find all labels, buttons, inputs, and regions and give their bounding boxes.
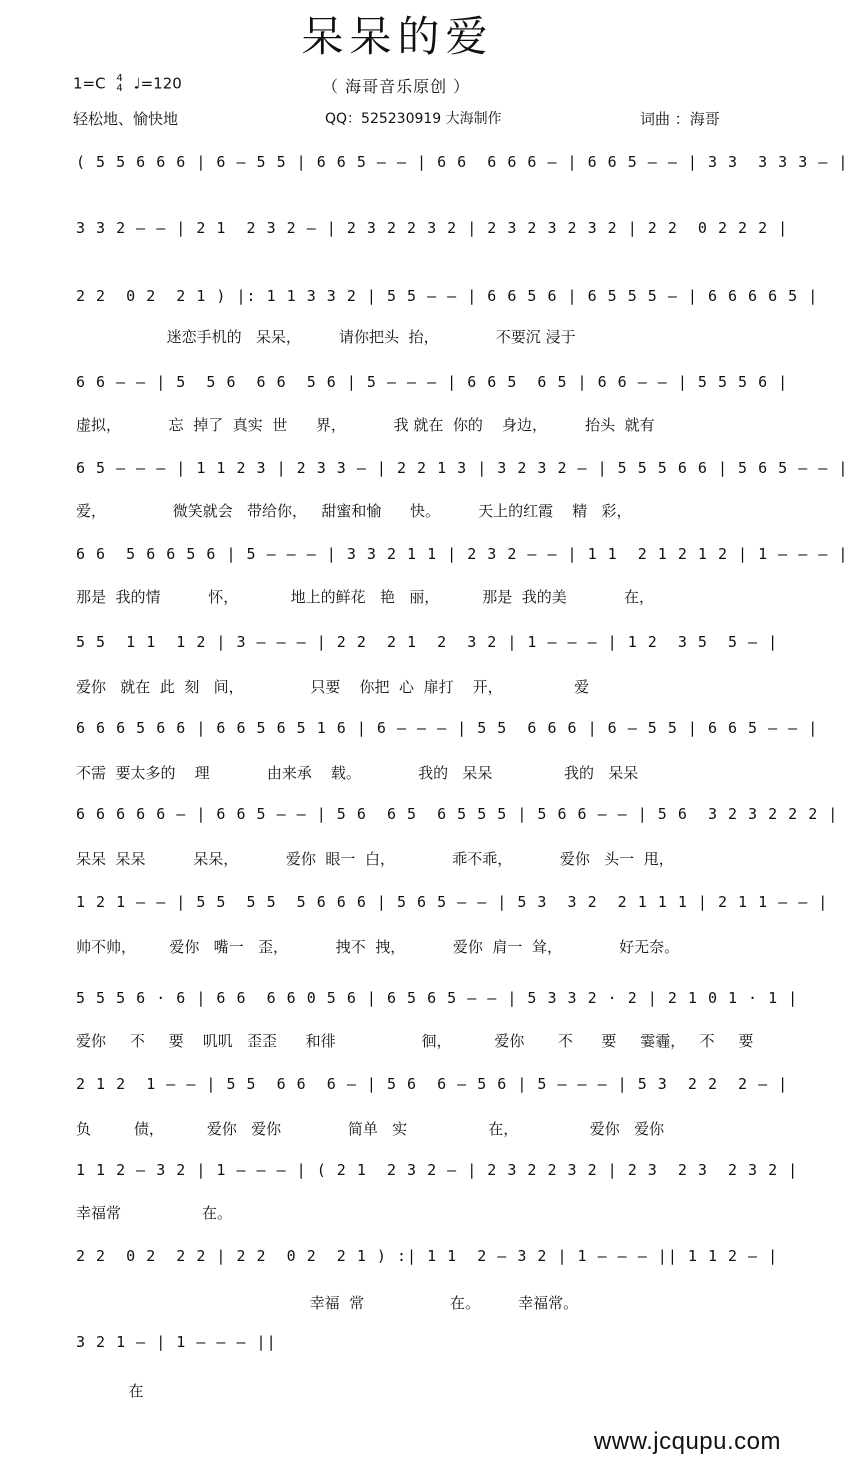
score-row: [70, 148, 848, 178]
lyric-line: 呆呆 呆呆 呆呆， 爱你 眼一 白， 乖不乖， 爱你 头一 甩，: [76, 850, 674, 868]
notes-line: 6 6 6 6 6 — | 6 6 5 — — | 5 6 6 5 6 5 5 5 | 5 6 6 — — | 5 6 3 2 3 2 2 2 |: [76, 805, 839, 823]
notes-line: 3 3 2 — — | 2 1 2 3 2 — | 2 3 2 2 3 2 | 2 3 2 3 2 3 2 | 2 2 0 2 2 2 |: [76, 219, 789, 237]
notes-line: 6 5 — — — | 1 1 2 3 | 2 3 3 — | 2 2 1 3 | 3 2 3 2 — | 5 5 5 6 6 | 5 6 5 — — |: [76, 459, 848, 477]
score-row: [70, 214, 789, 244]
notes-line: ( 5 5 6 6 6 | 6 — 5 5 | 6 6 5 — — | 6 6 6 6 6 — | 6 6 5 — — | 3 3 3 3 3 — |: [76, 153, 848, 171]
notes-line: 6 6 6 5 6 6 | 6 6 5 6 5 1 6 | 6 — — — | 5 5 6 6 6 | 6 — 5 5 | 6 6 5 — — |: [76, 719, 819, 737]
lyric-line: 在: [76, 1382, 144, 1400]
lyric-line: 爱你 不 要 叽叽 歪歪 和徘 徊， 爱你 不 要 霎霾， 不 要: [76, 1032, 754, 1050]
notes-line: 1 2 1 — — | 5 5 5 5 5 6 6 6 | 5 6 5 — — | 5 3 3 2 2 1 1 1 | 2 1 1 — — |: [76, 893, 829, 911]
site-watermark: www.jcqupu.com: [593, 1428, 781, 1455]
time-signature: [116, 74, 122, 94]
notes-line: 2 2 0 2 2 2 | 2 2 0 2 2 1 ) :| 1 1 2 — 3 2 | 1 — — — || 1 1 2 — |: [76, 1247, 779, 1265]
score-row: [70, 984, 799, 1014]
qq-contact: QQ：525230919 大海制作: [325, 111, 502, 127]
lyric-line: 幸福常 在。: [76, 1204, 233, 1222]
lyric-line: 不需 要太多的 理 由来承 载。 我的 呆呆 我的 呆呆: [76, 764, 639, 782]
score-row: [70, 628, 779, 658]
lyric-line: 帅不帅， 爱你 嘴一 歪， 拽不 拽， 爱你 肩一 耸， 好无奈。: [76, 938, 680, 956]
score-row: [70, 282, 819, 312]
performance-mood: 轻松地、愉快地: [73, 110, 179, 128]
lyric-line: 幸福 常 在。 幸福常。: [76, 1294, 579, 1312]
score-row: [70, 1242, 779, 1272]
lyric-line: 迷恋手机的 呆呆， 请你把头 抬， 不要沉 浸于: [76, 328, 576, 346]
score-row: [70, 800, 839, 830]
key-signature: [73, 74, 182, 94]
notes-line: 6 6 5 6 6 5 6 | 5 — — — | 3 3 2 1 1 | 2 3 2 — — | 1 1 2 1 2 1 2 | 1 — — — |: [76, 545, 848, 563]
notes-line: 1 1 2 — 3 2 | 1 — — — | ( 2 1 2 3 2 — | 2 3 2 2 3 2 | 2 3 2 3 2 3 2 |: [76, 1161, 799, 1179]
time-denominator: 4: [116, 83, 123, 94]
song-title: 呆呆的爱: [301, 12, 494, 61]
notes-line: 3 2 1 — | 1 — — — ||: [76, 1333, 277, 1351]
notes-line: 2 2 0 2 2 1 ) |: 1 1 3 3 2 | 5 5 — — | 6 6 5 6 | 6 5 5 5 — | 6 6 6 6 5 |: [76, 287, 819, 305]
score-row: [70, 1156, 799, 1186]
key-label: 1=C: [73, 74, 106, 93]
score-row: [70, 368, 789, 398]
score-row: [70, 540, 848, 570]
lyric-line: 负 债， 爱你 爱你 简单 实 在， 爱你 爱你: [76, 1120, 665, 1138]
score-row: [70, 1328, 742, 1358]
score-row: [70, 1070, 789, 1100]
lyric-line: 爱， 微笑就会 带给你， 甜蜜和愉 快。 天上的红霞 精 彩，: [76, 502, 632, 520]
time-numerator: 4: [116, 73, 123, 84]
lyric-line: 虚拟， 忘 掉了 真实 世 界， 我 就在 你的 身边， 抬头 就有: [76, 416, 655, 434]
notes-line: 5 5 1 1 1 2 | 3 — — — | 2 2 2 1 2 3 2 | 1 — — — | 1 2 3 5 5 — |: [76, 633, 779, 651]
score-row: [70, 888, 829, 918]
subtitle: （ 海哥音乐原创 ）: [322, 77, 471, 96]
score-row: [70, 714, 819, 744]
notes-line: 6 6 — — | 5 5 6 6 6 5 6 | 5 — — — | 6 6 5 6 5 | 6 6 — — | 5 5 5 6 |: [76, 373, 789, 391]
lyric-line: 爱你 就在 此 刻 间， 只要 你把 心 扉打 开， 爱: [76, 678, 590, 696]
notes-line: 5 5 5 6 · 6 | 6 6 6 6 0 5 6 | 6 5 6 5 — — | 5 3 3 2 · 2 | 2 1 0 1 · 1 |: [76, 989, 799, 1007]
score-row: [70, 454, 848, 484]
notes-line: 2 1 2 1 — — | 5 5 6 6 6 — | 5 6 6 — 5 6 | 5 — — — | 5 3 2 2 2 — |: [76, 1075, 789, 1093]
composer-credit: 词曲 ：海哥: [640, 110, 720, 128]
tempo-label: ♩=120: [133, 74, 182, 93]
lyric-line: 那是 我的情 怀， 地上的鲜花 艳 丽， 那是 我的美 在，: [76, 588, 654, 606]
